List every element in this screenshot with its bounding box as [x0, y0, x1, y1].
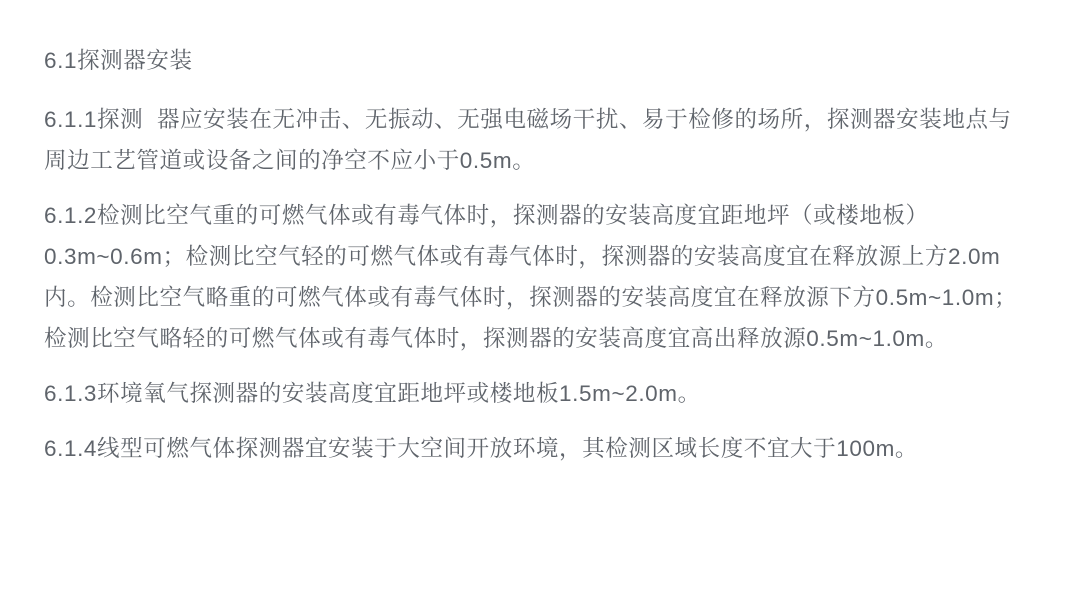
clause-paragraph-6-1-3: 6.1.3环境氧气探测器的安装高度宜距地坪或楼地板1.5m~2.0m。 [44, 381, 701, 406]
clause-paragraph-6-1-4: 6.1.4线型可燃气体探测器宜安装于大空间开放环境，其检测区域长度不宜大于100m。 [44, 436, 919, 461]
section-heading: 6.1探测器安装 [44, 48, 193, 73]
clause-paragraph-6-1-1: 6.1.1探测 器应安装在无冲击、无振动、无强电磁场干扰、易于检修的场所，探测器安装地点与周边工艺管道或设备之间的净空不应小于0.5m。 [44, 107, 1012, 173]
document-body [44, 40, 1032, 469]
clause-paragraph-6-1-2: 6.1.2检测比空气重的可燃气体或有毒气体时，探测器的安装高度宜距地坪（或楼地板）0.3m~0.6m；检测比空气轻的可燃气体或有毒气体时，探测器的安装高度宜在释放源上方2.0m内。检测比空气略重的可燃气体或有毒气体时，探测器的安装高度宜在释放源下方0.5m~1.0m；检测比空气略轻的可燃气体或有毒气体时，探测器的安装高度宜高出释放源0.5m~1.0m。 [44, 203, 1018, 351]
